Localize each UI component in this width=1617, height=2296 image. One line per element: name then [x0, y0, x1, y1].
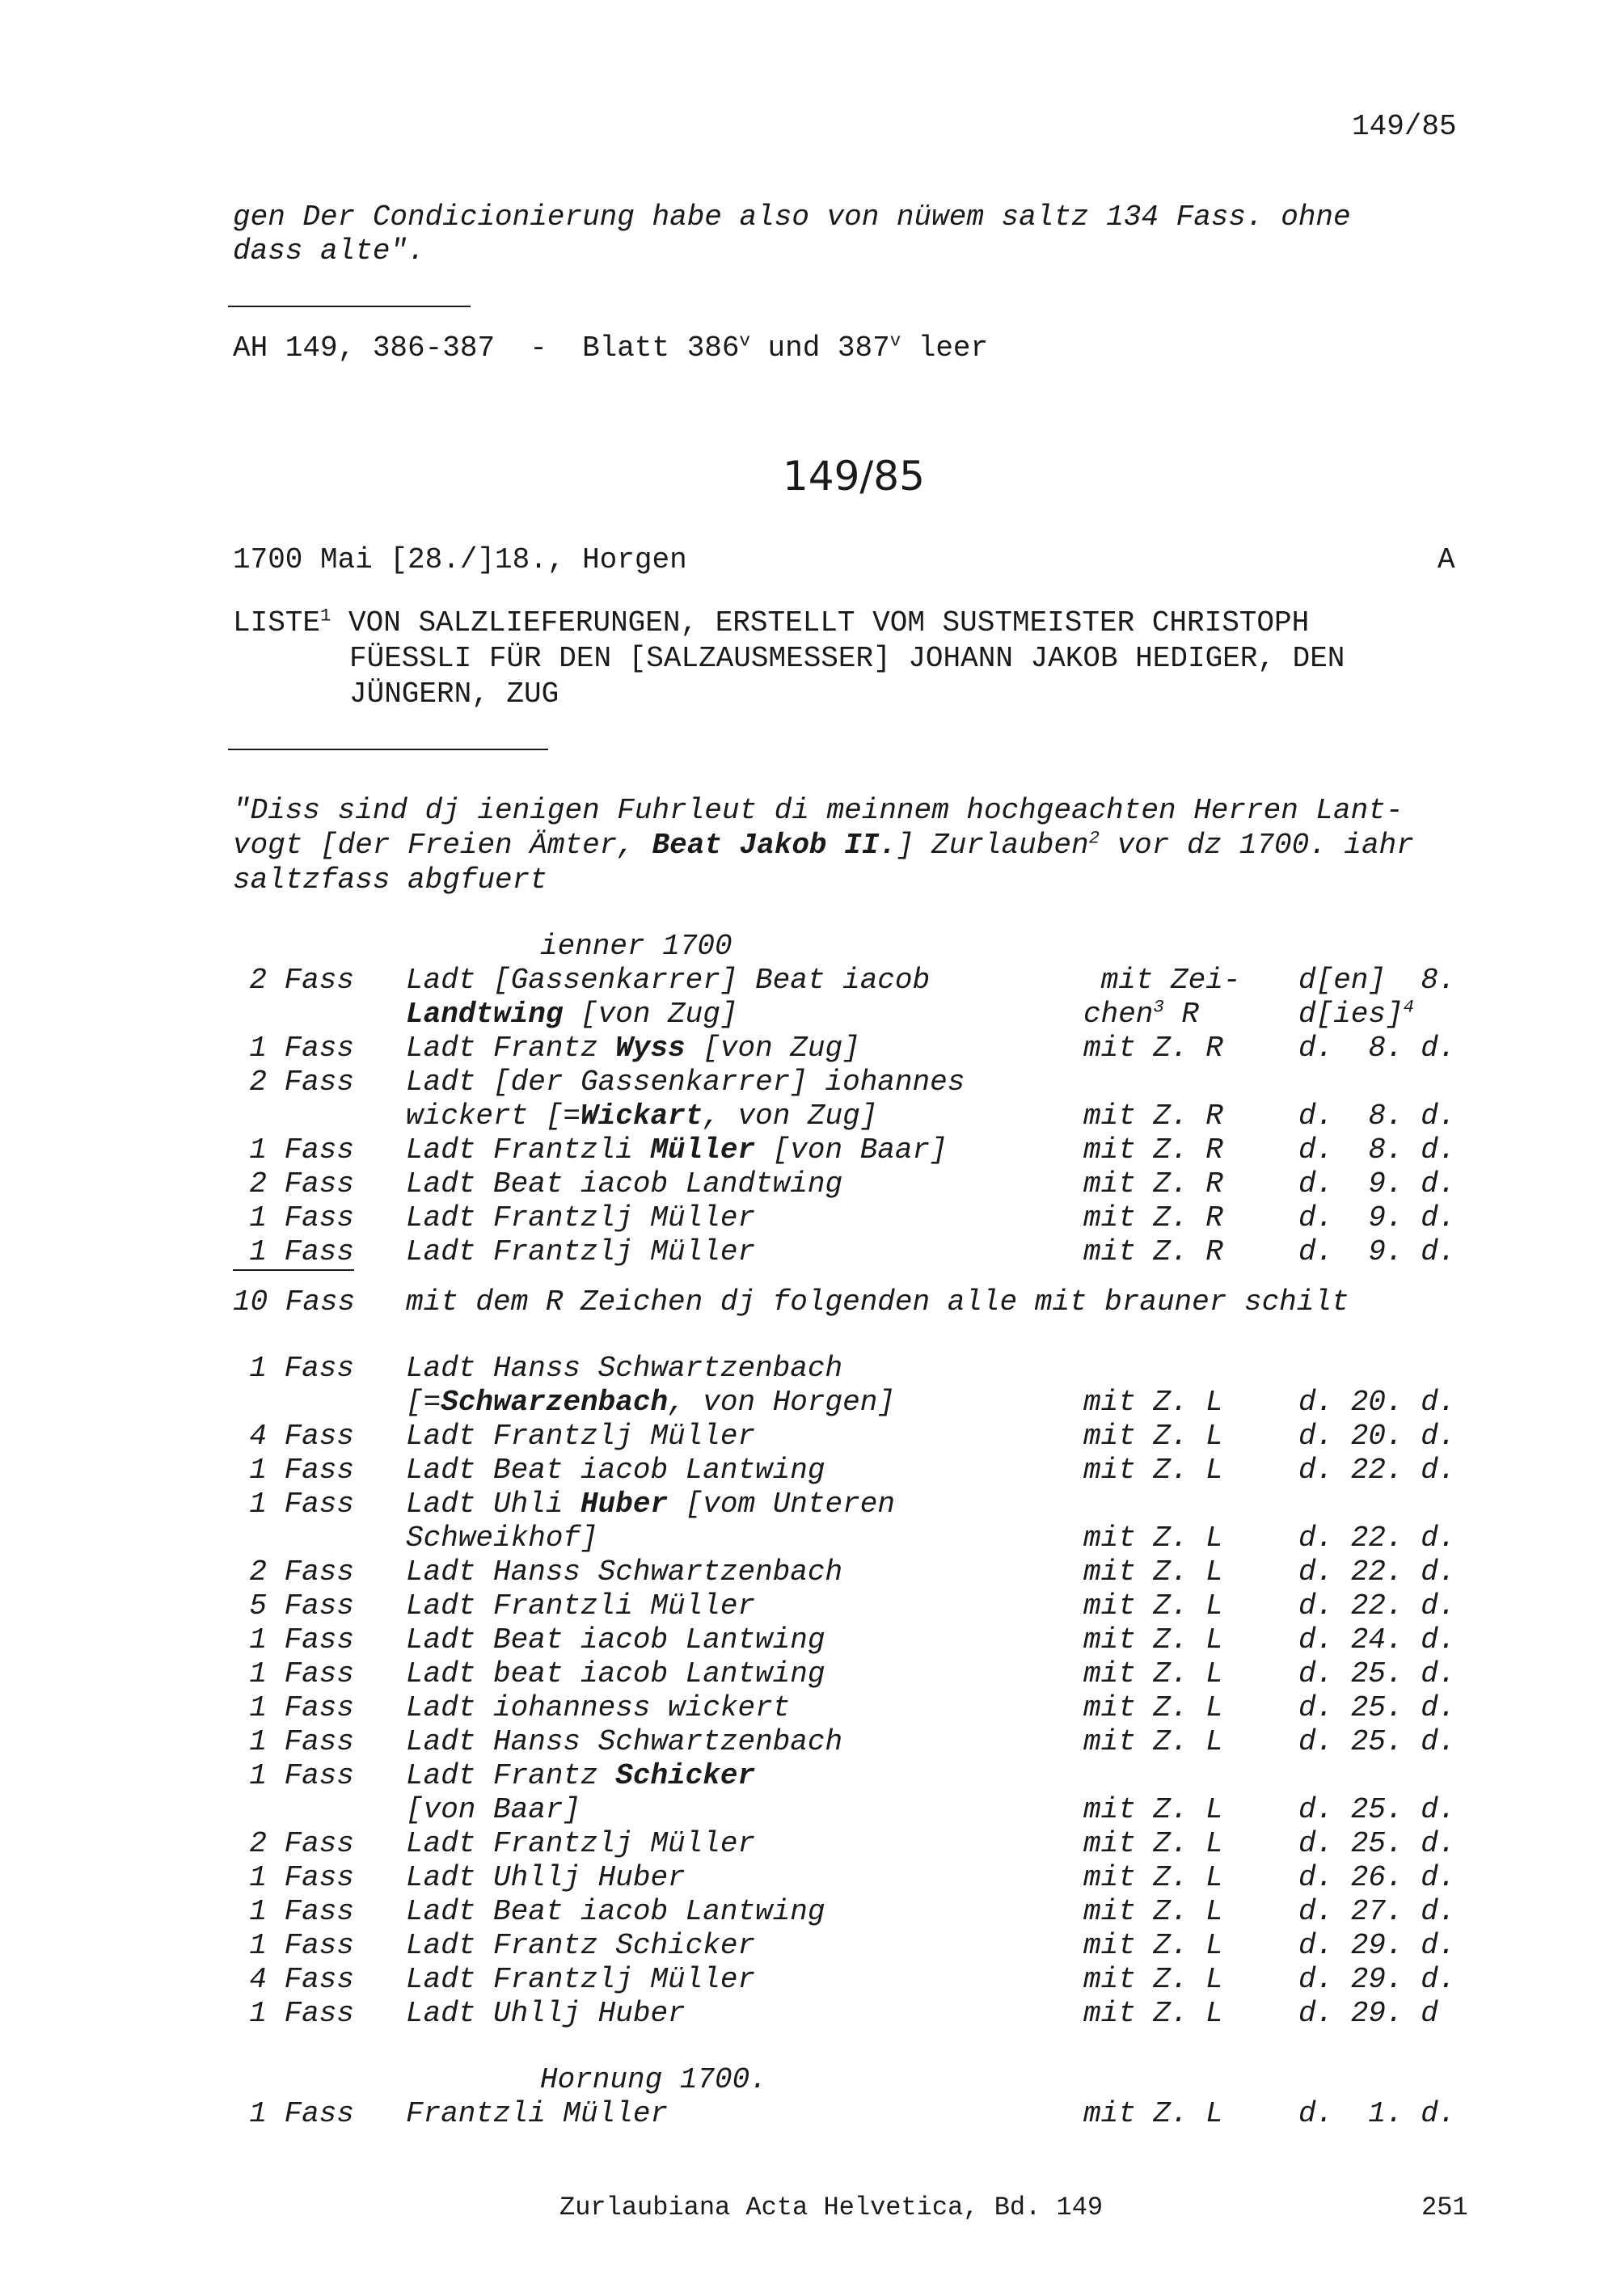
entry-desc-a: Ladt Frantz — [406, 1759, 616, 1792]
entry-mark: mit Z. L — [1083, 1929, 1223, 1962]
list-item-continuation — [0, 1793, 1617, 1826]
entry-desc-cont — [406, 1386, 895, 1419]
list-item — [0, 1623, 1617, 1657]
entry-date: d. 8. d. — [1298, 1133, 1456, 1167]
entry-mark: mit Z. L — [1083, 1454, 1223, 1487]
intro-line-2d: vor dz 1700. iahr — [1099, 829, 1414, 862]
entry-qty: 1 Fass — [249, 2097, 354, 2130]
intro-line-2 — [233, 829, 1414, 862]
entry-name-bold: Landtwing — [406, 998, 564, 1031]
running-page-ref: 149/85 — [1352, 110, 1457, 143]
list-item — [0, 1066, 1617, 1099]
entry-desc: Frantzli Müller — [406, 2097, 669, 2130]
entry-mark: mit Z. L — [1083, 1997, 1223, 2030]
entry-qty: 2 Fass — [249, 964, 354, 997]
entry-desc-cont — [406, 998, 737, 1031]
entry-mark: mit Z. L — [1083, 1555, 1223, 1589]
entry-date-word: d[ies] — [1298, 998, 1404, 1031]
entry-name-bold: Wickart — [581, 1099, 703, 1133]
footer-title: Zurlaubiana Acta Helvetica, Bd. 149 — [559, 2193, 1104, 2222]
entry-mark: mit Z. L — [1083, 1725, 1223, 1758]
entry-desc: Ladt Beat iacob Lantwing — [406, 1895, 825, 1928]
entry-desc: Ladt Frantz Schicker — [406, 1929, 756, 1962]
entry-footnote-3: 3 — [1153, 996, 1164, 1018]
entry-desc: Ladt Beat iacob Lantwing — [406, 1454, 825, 1487]
document-title-line-1 — [233, 606, 1309, 639]
entry-mark: mit Z. L — [1083, 1963, 1223, 1996]
entry-qty: 1 Fass — [249, 1623, 354, 1657]
list-item — [0, 1895, 1617, 1928]
entry-date: d. 9. d. — [1298, 1235, 1456, 1268]
list-item — [0, 1167, 1617, 1201]
separator-rule-long — [228, 749, 548, 750]
entry-desc-a: Ladt Frantz — [406, 1032, 616, 1065]
entry-mark: mit Z. R — [1083, 1099, 1223, 1133]
entry-qty: 1 Fass — [249, 1352, 354, 1385]
entry-date: d. 22. d. — [1298, 1454, 1456, 1487]
list-item — [0, 1861, 1617, 1894]
list-item — [0, 1201, 1617, 1235]
list-item — [0, 1997, 1617, 2030]
entry-qty: 2 Fass — [249, 1827, 354, 1860]
entry-desc: Ladt Uhllj Huber — [406, 1997, 686, 2030]
entry-desc: Ladt Frantzlj Müller — [406, 1420, 756, 1453]
document-title-line-2: FÜESSLI FÜR DEN [SALZAUSMESSER] JOHANN JAKOB HEDIGER, DEN — [349, 642, 1345, 675]
entry-date: d. 25. d. — [1298, 1657, 1456, 1690]
entry-date: d. 22. d. — [1298, 1589, 1456, 1623]
list-item — [0, 1488, 1617, 1521]
entry-mark: mit Z. R — [1083, 1032, 1223, 1065]
list-item — [0, 1929, 1617, 1962]
entry-mark: mit Z. L — [1083, 1895, 1223, 1928]
entry-desc: Ladt Frantzlj Müller — [406, 1235, 756, 1268]
list-item — [0, 1827, 1617, 1860]
entry-desc: Ladt Uhllj Huber — [406, 1861, 686, 1894]
intro-line-1: "Diss sind dj ienigen Fuhrleut di meinnem hochgeachten Herren Lant- — [233, 794, 1404, 827]
entry-qty: 5 Fass — [249, 1589, 354, 1623]
document-date-place: 1700 Mai [28./]18., Horgen — [233, 543, 687, 576]
entry-mark: mit Z. L — [1083, 1623, 1223, 1657]
list-item — [0, 1032, 1617, 1065]
list-item — [0, 1555, 1617, 1589]
list-item — [0, 1589, 1617, 1623]
entry-desc-cont: [von Baar] — [406, 1793, 581, 1826]
title-footnote-1: 1 — [320, 605, 331, 627]
entry-desc: Ladt Frantzlj Müller — [406, 1827, 756, 1860]
entry-mark: mit Z. L — [1083, 2097, 1223, 2130]
entry-desc-c: , von Horgen] — [668, 1386, 895, 1419]
entry-mark: mit Zei- — [1083, 964, 1241, 997]
entry-qty: 2 Fass — [249, 1066, 354, 1099]
entry-desc-tail: [von Zug] — [563, 998, 738, 1031]
list-item-continuation — [0, 1386, 1617, 1419]
month-heading-text: ienner 1700 — [540, 930, 733, 963]
entry-desc-a: wickert [= — [406, 1099, 581, 1133]
list-item — [0, 1725, 1617, 1758]
entry-qty: 2 Fass — [249, 1167, 354, 1201]
entry-desc-a: [= — [406, 1386, 441, 1419]
document-number: 149/85 — [783, 453, 925, 500]
entry-qty: 4 Fass — [249, 1963, 354, 1996]
entry-desc — [406, 1488, 895, 1521]
entry-mark: mit Z. R — [1083, 1201, 1223, 1235]
list-item — [0, 1133, 1617, 1167]
entry-mark-cont — [1083, 998, 1199, 1031]
sum-rule — [233, 1269, 354, 1271]
entry-date: d. 26. d. — [1298, 1861, 1456, 1894]
entry-desc-c: , von Zug] — [703, 1099, 878, 1133]
footer-page-number: 251 — [1421, 2193, 1468, 2222]
entry-mark: mit Z. L — [1083, 1386, 1223, 1419]
entry-date: d. 25. d. — [1298, 1725, 1456, 1758]
entry-date: d. 8. d. — [1298, 1032, 1456, 1065]
entry-desc: Ladt beat iacob Lantwing — [406, 1657, 825, 1690]
entry-desc — [406, 1759, 755, 1792]
source-note-prefix: AH 149, 386-387 - Blatt 386 — [233, 331, 740, 365]
intro-name-bold: Beat Jakob II. — [652, 829, 897, 862]
entry-desc-a: Ladt Uhli — [406, 1488, 581, 1521]
entry-name-bold: Wyss — [615, 1032, 686, 1065]
source-note-sup-1: v — [739, 330, 750, 352]
entry-qty: 1 Fass — [249, 1895, 354, 1928]
entry-date: d. 24. d. — [1298, 1623, 1456, 1657]
month-heading-text: Hornung 1700. — [540, 2063, 767, 2096]
entry-qty: 1 Fass — [249, 1235, 354, 1268]
month-heading-january — [0, 930, 1617, 963]
intro-footnote-2: 2 — [1088, 827, 1100, 849]
list-item-continuation — [0, 998, 1617, 1031]
list-item — [0, 1454, 1617, 1487]
source-note-sup-2: v — [889, 330, 901, 352]
entry-desc — [406, 1032, 860, 1065]
total-qty: 10 Fass — [233, 1285, 356, 1319]
source-note-mid: und 387 — [749, 331, 890, 365]
entry-name-bold: Huber — [581, 1488, 669, 1521]
entry-date: d[en] 8. — [1298, 964, 1456, 997]
entry-qty: 1 Fass — [249, 1032, 354, 1065]
source-note-suffix: leer — [901, 331, 989, 365]
entry-mark: mit Z. L — [1083, 1691, 1223, 1724]
entry-qty: 1 Fass — [249, 1759, 354, 1792]
entry-desc: Ladt Hanss Schwartzenbach — [406, 1555, 843, 1589]
entry-qty: 1 Fass — [249, 1861, 354, 1894]
entry-desc — [406, 1133, 948, 1167]
entry-desc-c: [von Zug] — [685, 1032, 860, 1065]
carryover-line-1: gen Der Condicionierung habe also von nüwem saltz 134 Fass. ohne — [233, 200, 1351, 234]
entry-mark: mit Z. R — [1083, 1235, 1223, 1268]
intro-line-3: saltzfass abgfuert — [233, 863, 547, 897]
entry-desc: Ladt Frantzlj Müller — [406, 1963, 756, 1996]
entry-desc-a: Ladt Frantzli — [406, 1133, 651, 1167]
list-item — [0, 1420, 1617, 1453]
entry-desc: Ladt [Gassenkarrer] Beat iacob — [406, 964, 931, 997]
entry-desc-cont — [406, 1099, 877, 1133]
intro-line-2c: ] Zurlauben — [896, 829, 1089, 862]
entry-date: d. 27. d. — [1298, 1895, 1456, 1928]
entry-mark: mit Z. L — [1083, 1522, 1223, 1555]
list-item — [0, 1759, 1617, 1792]
entry-date: d. 25. d. — [1298, 1827, 1456, 1860]
entry-qty: 1 Fass — [249, 1454, 354, 1487]
entry-mark: mit Z. L — [1083, 1793, 1223, 1826]
entry-desc: Ladt [der Gassenkarrer] iohannes — [406, 1066, 965, 1099]
list-item — [0, 2097, 1617, 2130]
entry-desc: Ladt Hanss Schwartzenbach — [406, 1352, 843, 1385]
document-title-line-3: JÜNGERN, ZUG — [349, 677, 559, 711]
total-text: mit dem R Zeichen dj folgenden alle mit brauner schilt — [406, 1285, 1349, 1319]
entry-qty: 1 Fass — [249, 1997, 354, 2030]
month-heading-february — [0, 2063, 1617, 2096]
entry-qty: 1 Fass — [249, 1488, 354, 1521]
entry-desc: Ladt Beat iacob Lantwing — [406, 1623, 825, 1657]
entry-date: d. 25. d. — [1298, 1793, 1456, 1826]
entry-desc: Ladt Frantzli Müller — [406, 1589, 756, 1623]
entry-mark: mit Z. R — [1083, 1133, 1223, 1167]
entry-date: d. 8. d. — [1298, 1099, 1456, 1133]
entry-qty: 1 Fass — [249, 1691, 354, 1724]
entry-date: d. 29. d. — [1298, 1963, 1456, 1996]
entry-date: d. 20. d. — [1298, 1386, 1456, 1419]
entry-name-bold: Schicker — [615, 1759, 756, 1792]
entry-date: d. 22. d. — [1298, 1522, 1456, 1555]
entry-qty: 1 Fass — [249, 1929, 354, 1962]
entry-desc-c: [vom Unteren — [668, 1488, 895, 1521]
entry-date: d. 25. d. — [1298, 1691, 1456, 1724]
entry-mark: mit Z. L — [1083, 1861, 1223, 1894]
entry-date: d. 29. d. — [1298, 1929, 1456, 1962]
entry-desc-c: [von Baar] — [755, 1133, 948, 1167]
entry-name-bold: Müller — [650, 1133, 756, 1167]
entry-qty: 1 Fass — [249, 1133, 354, 1167]
entry-footnote-4: 4 — [1403, 996, 1415, 1018]
entry-qty: 1 Fass — [249, 1657, 354, 1690]
separator-rule-short — [228, 306, 471, 307]
entry-mark: mit Z. R — [1083, 1167, 1223, 1201]
entry-qty: 1 Fass — [249, 1725, 354, 1758]
entry-date: d. 22. d. — [1298, 1555, 1456, 1589]
entry-mark: mit Z. L — [1083, 1420, 1223, 1453]
entry-desc: Ladt Hanss Schwartzenbach — [406, 1725, 843, 1758]
entry-date: d. 9. d. — [1298, 1167, 1456, 1201]
entry-date-cont — [1298, 998, 1414, 1031]
entry-date: d. 29. d — [1298, 1997, 1438, 2030]
carryover-line-2: dass alte". — [233, 234, 425, 268]
source-note — [233, 331, 988, 365]
list-item-continuation — [0, 1522, 1617, 1555]
entry-desc: Ladt iohanness wickert — [406, 1691, 791, 1724]
list-item — [0, 1657, 1617, 1690]
title-line-1-pre: LISTE — [233, 606, 321, 639]
total-line — [0, 1285, 1617, 1319]
entry-qty: 4 Fass — [249, 1420, 354, 1453]
entry-mark: mit Z. L — [1083, 1827, 1223, 1860]
list-item — [0, 1235, 1617, 1268]
entry-date: d. 1. d. — [1298, 2097, 1456, 2130]
title-line-1-post: VON SALZLIEFERUNGEN, ERSTELLT VOM SUSTMEISTER CHRISTOPH — [331, 606, 1310, 639]
entry-qty: 2 Fass — [249, 1555, 354, 1589]
entry-mark: mit Z. L — [1083, 1589, 1223, 1623]
entry-desc: Ladt Frantzlj Müller — [406, 1201, 756, 1235]
entry-mark: mit Z. L — [1083, 1657, 1223, 1690]
entry-name-bold: Schwarzenbach — [441, 1386, 669, 1419]
entry-date: d. 20. d. — [1298, 1420, 1456, 1453]
entry-mark-letter: R — [1163, 998, 1200, 1031]
list-item — [0, 1963, 1617, 1996]
entry-desc: Ladt Beat iacob Landtwing — [406, 1167, 843, 1201]
intro-line-2a: vogt [der Freien Ämter, — [233, 829, 652, 862]
entry-mark-word: chen — [1083, 998, 1154, 1031]
list-item-continuation — [0, 1099, 1617, 1133]
entry-date: d. 9. d. — [1298, 1201, 1456, 1235]
list-item — [0, 1352, 1617, 1385]
entry-desc-cont: Schweikhof] — [406, 1522, 598, 1555]
list-item — [0, 1691, 1617, 1724]
document-letter: A — [1438, 543, 1455, 576]
list-item — [0, 964, 1617, 997]
entry-qty: 1 Fass — [249, 1201, 354, 1235]
